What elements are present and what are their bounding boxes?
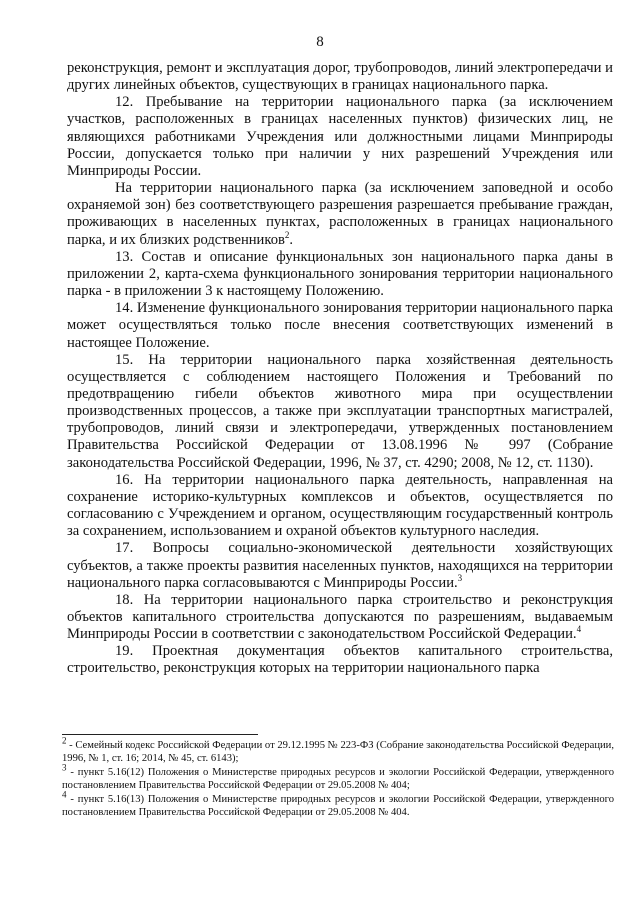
footnote-divider (62, 734, 258, 735)
paragraph-text: реконструкция, ремонт и эксплуатация дорог, трубопроводов, линий электропередачи и других линейных объектов, существующих в границах национального парка. (67, 60, 613, 94)
paragraph-text: 17. Вопросы социально-экономической деятельности хозяйствующих субъектов, а также проекты развития населенных пунктов, находящихся на территории национального парка согласовываются с Минприроды России. (67, 540, 613, 591)
paragraph (67, 592, 613, 643)
footnote-ref: 2 (284, 229, 290, 240)
footnote-mark: 4 (62, 789, 67, 800)
paragraph (67, 352, 613, 472)
footnote-text: - пункт 5.16(13) Положения о Министерстве природных ресурсов и экологии Российской Федерации, утвержденного постановлением Правительства Российской Федерации от 29.05.2008 № 404. (62, 793, 614, 819)
footnote-ref: 4 (576, 624, 582, 635)
footnote (62, 789, 614, 820)
paragraph-text: 18. На территории национального парка строительство и реконструкция объектов капитального строительства допускаются по разрешениям, выдаваемым Минприроды России в соответствии с законодательством Российской Федерации. (67, 591, 613, 643)
paragraph-text: 15. На территории национального парка хозяйственная деятельность осуществляется с соблюдением настоящего Положения и Требований по предотвращению гибели объектов животного мира при осуществлении производственных процессов, а также при эксплуатации транспортных магистралей, трубопроводов, линий связи и электропередачи, утвержденных постановлением Правительства Российской Федерации от 13.08.1996 № 997 (Собрание законодательства Российской Федерации, 1996, № 37, ст. 4290; 2008, № 12, ст. 1130). (67, 351, 613, 471)
paragraph (67, 643, 613, 677)
paragraph-text: На территории национального парка (за исключением заповедной и особо охраняемой зон) без соответствующего разрешения разрешается пребывание граждан, проживающих в населенных пунктах, расположенных в границах национального парка, и их близких родственников (67, 180, 613, 248)
paragraph (67, 540, 613, 591)
paragraph (67, 472, 613, 541)
paragraph-text: 13. Состав и описание функциональных зон национального парка даны в приложении 2, карта-схема функционального зонирования территории национального парка - в приложении 3 к настоящему Положению. (67, 248, 613, 300)
paragraph: На территории национального парка (за исключением заповедной и особо охраняемой зон) без соответствующего разрешения разрешается пребывание граждан, проживающих в населенных пунктах, расположенных в границах национального парка, и их близких родственников$^2$. (67, 180, 613, 248)
paragraph (67, 249, 613, 300)
paragraph (67, 300, 613, 351)
footnote-text: - Семейный кодекс Российской Федерации от 29.12.1995 № 223-ФЗ (Собрание законодательства Российской Федерации, 1996, № 1, ст. 16; 2014, № 45, ст. 6143); (62, 740, 614, 765)
footnote-ref: 3 (457, 572, 463, 583)
footnote-mark: 2 (62, 735, 67, 746)
paragraph-text: 12. Пребывание на территории национального парка (за исключением участков, расположенных в границах населенных пунктов) физических лиц, не являющихся работниками Учреждения или должностными лицами Минприроды России, допускается только при наличии у них разрешений Учреждения или Минприроды России. (67, 94, 613, 179)
footnote (62, 735, 614, 766)
paragraph-text: 14. Изменение функционального зонирования территории национального парка может осуществляться только после внесения соответствующих изменений в настоящее Положение. (67, 300, 613, 351)
paragraph (67, 60, 613, 94)
page-number: 8 (316, 34, 324, 50)
paragraph-text: 19. Проектная документация объектов капитального строительства, строительство, реконструкция которых на территории национального парка (67, 643, 613, 677)
body-text (67, 60, 613, 678)
footnote-text: - пункт 5.16(12) Положения о Министерстве природных ресурсов и экологии Российской Федерации, утвержденного постановлением Правительства Российской Федерации от 29.05.2008 № 404; (62, 766, 614, 792)
footnote (62, 762, 614, 793)
footnote-mark: 3 (62, 762, 67, 773)
paragraph (67, 94, 613, 180)
footnotes (62, 735, 614, 819)
paragraph-text: 16. На территории национального парка деятельность, направленная на сохранение историко-культурных комплексов и объектов, осуществляется по согласованию с Учреждением и органом, осуществляющим государственный контроль за сохранением, использованием и охраной объектов культурного наследия. (67, 471, 613, 540)
